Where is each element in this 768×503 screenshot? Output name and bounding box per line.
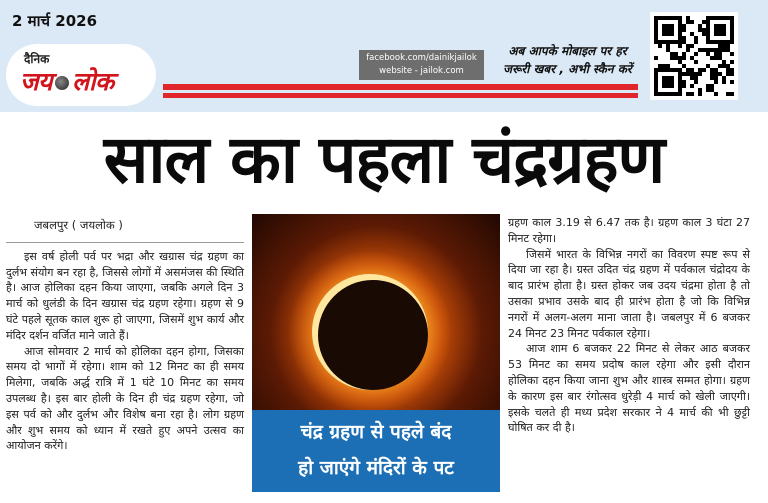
red-divider-bottom xyxy=(163,93,638,98)
eclipse-illustration xyxy=(252,214,500,410)
caption-line-2: हो जाएंगे मंदिरों के पट xyxy=(298,457,454,479)
dateline-rule xyxy=(6,242,244,243)
masthead xyxy=(0,0,768,112)
article-paragraph: इस वर्ष होली पर्व पर भद्रा और खग्रास चंद्र ग्रहण का दुर्लभ संयोग बन रहा है, जिससे लोगों में असमंजस की स्थिति है। आज होलिका दहन किया जाएगा, जबकि अगले दिन 3 मार्च को धुलंडी के दिन खग्रास चंद्र ग्रहण रहेगा। ग्रहण से 9 घंटे पहले सूतक काल शुरू हो जाएगा, जिसमें शुभ कार्य और मंदिर दर्शन वर्जित माने जाते हैं। xyxy=(6,249,244,342)
logo-word-lok: लोक xyxy=(72,67,114,96)
eclipse-photo xyxy=(252,214,500,410)
article-right-column xyxy=(508,215,750,436)
caption-line-1: चंद्र ग्रहण से पहले बंद xyxy=(300,421,452,443)
red-divider-top xyxy=(163,84,638,90)
mobile-promo-line1: अब आपके मोबाइल पर हर xyxy=(508,44,627,58)
facebook-link[interactable]: facebook.com/dainikjailok xyxy=(366,53,477,63)
moon-disk xyxy=(318,280,428,390)
globe-icon xyxy=(55,76,69,90)
website-link[interactable]: website - jailok.com xyxy=(379,66,464,76)
dateline: जबलपुर ( जयलोक ) xyxy=(34,218,123,232)
article-paragraph: आज सोमवार 2 मार्च को होलिका दहन होगा, जिसका समय दो भागों में रहेगा। शाम को 12 मिनट का ही समय मिलेगा, जबकि अर्द्ध रात्रि में 1 घंटे 10 मिनट का समय उपलब्ध है। इस बार होली के दिन ही चंद्र ग्रहण रहेगा, जो इस पर्व को और दुर्लभ और विशेष बना रहा है। लोग ग्रहण और शुभ समय को ध्यान में रखते हुए अपने उत्सव का आयोजन करेंगे। xyxy=(6,344,244,453)
logo-prefix: दैनिक xyxy=(24,52,50,66)
article-paragraph: ग्रहण काल 3.19 से 6.47 तक है। ग्रहण काल 3 घंटा 27 मिनट रहेगा। xyxy=(508,216,750,245)
qr-module xyxy=(730,92,734,96)
newspaper-logo[interactable] xyxy=(20,64,114,98)
article-paragraph: आज शाम 6 बजकर 22 मिनट से लेकर आठ बजकर 53 मिनट का समय प्रदोष काल रहेगा और इसी दौरान होलिका दहन किया जाना शुभ और शास्त्र सम्मत होगा। ग्रहण के कारण इस बार रंगोत्सव धुरेड़ी 4 मार्च को खेली जाएगी। इसके चलते ही मध्य प्रदेश सरकार ने 4 मार्च की भी छुट्टी घोषित कर दी है। xyxy=(508,342,750,435)
article-left-column xyxy=(6,218,244,454)
image-caption xyxy=(252,410,500,492)
social-links-box xyxy=(359,50,484,80)
mobile-promo xyxy=(490,42,645,78)
issue-date: 2 मार्च 2026 xyxy=(12,12,98,30)
article-paragraph: जिसमें भारत के विभिन्न नगरों का विवरण स्पष्ट रूप से दिया जा रहा है। ग्रस्त उदित चंद्र ग्रहण में पर्वकाल चंद्रोदय के बाद प्रारंभ होता है। ग्रस्त होकर जब उदय चंद्रमा होता है तो उसका प्रभाव उसके बाद ही प्रारंभ होता है जो कि विभिन्न नगरों में अलग-अलग माना जाता है। जबलपुर में 6 बजकर 24 मिनट 23 मिनट पर्वकाल रहेगा। xyxy=(508,247,750,340)
logo-word-jai: जय xyxy=(20,67,53,96)
qr-pattern xyxy=(654,16,734,96)
qr-code-icon[interactable] xyxy=(650,12,738,100)
mobile-promo-line2: जरूरी खबर , अभी स्कैन करें xyxy=(503,62,632,76)
page-headline: साल का पहला चंद्रग्रहण xyxy=(103,121,665,198)
